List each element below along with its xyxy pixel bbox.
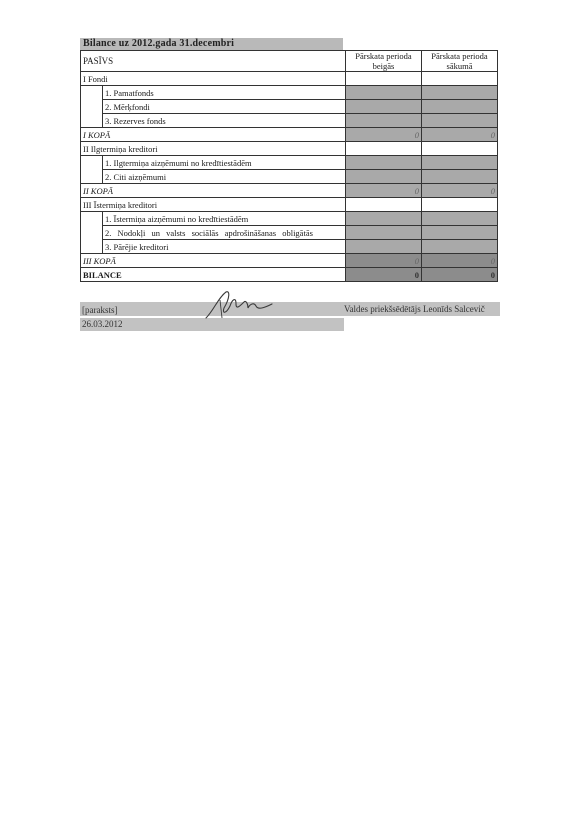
value-cell	[422, 226, 498, 240]
total-label: II KOPĀ	[81, 184, 346, 198]
item-row	[81, 86, 498, 100]
section-row-ilgtermina	[81, 142, 498, 156]
item-label: 1. Īstermiņa aizņēmumi no kredītiestādēm	[103, 212, 346, 226]
indent-cell	[81, 212, 103, 254]
total-row	[81, 254, 498, 268]
item-label: 2. Mērķfondi	[103, 100, 346, 114]
bilance-row	[81, 268, 498, 282]
value-cell	[346, 240, 422, 254]
pasivs-header: PASĪVS	[81, 51, 346, 72]
value-cell	[346, 226, 422, 240]
section-row-fondi	[81, 72, 498, 86]
handwritten-signature	[200, 288, 280, 322]
sheet-title: Bilance uz 2012.gada 31.decembri	[80, 38, 343, 50]
total-end: 0	[346, 184, 422, 198]
bilance-label: BILANCE	[81, 268, 346, 282]
item-label: 1. Pamatfonds	[103, 86, 346, 100]
section-label: III Īstermiņa kreditori	[81, 198, 346, 212]
value-cell	[346, 100, 422, 114]
item-row	[81, 100, 498, 114]
item-label: 1. Ilgtermiņa aizņēmumi no kredītiestādēm	[103, 156, 346, 170]
item-row	[81, 240, 498, 254]
section-label: II Ilgtermiņa kreditori	[81, 142, 346, 156]
item-label: 2. Citi aizņēmumi	[103, 170, 346, 184]
total-label: I KOPĀ	[81, 128, 346, 142]
item-label: 2. Nodokļi un valsts sociālās apdrošināšanas obligātās	[103, 226, 346, 240]
value-cell	[422, 170, 498, 184]
value-cell	[422, 142, 498, 156]
value-cell	[346, 198, 422, 212]
section-label: I Fondi	[81, 72, 346, 86]
value-cell	[422, 198, 498, 212]
value-cell	[422, 86, 498, 100]
item-label: 3. Rezerves fonds	[103, 114, 346, 128]
value-cell	[422, 100, 498, 114]
total-end: 0	[346, 254, 422, 268]
total-label: III KOPĀ	[81, 254, 346, 268]
bilance-end: 0	[346, 268, 422, 282]
total-end: 0	[346, 128, 422, 142]
balance-table	[80, 50, 498, 282]
total-start: 0	[422, 128, 498, 142]
value-cell	[422, 156, 498, 170]
item-row	[81, 212, 498, 226]
total-start: 0	[422, 184, 498, 198]
balance-sheet	[80, 38, 498, 282]
indent-cell	[81, 156, 103, 184]
value-cell	[346, 114, 422, 128]
section-row-istermina	[81, 198, 498, 212]
item-label: 3. Pārējie kreditori	[103, 240, 346, 254]
item-row	[81, 170, 498, 184]
value-cell	[346, 156, 422, 170]
total-start: 0	[422, 254, 498, 268]
bilance-start: 0	[422, 268, 498, 282]
signature-date: 26.03.2012	[82, 319, 123, 329]
value-cell	[422, 212, 498, 226]
signature-block	[80, 302, 500, 336]
col-start-header: Pārskata perioda sākumā	[422, 51, 498, 72]
total-row	[81, 128, 498, 142]
value-cell	[346, 86, 422, 100]
indent-cell	[81, 86, 103, 128]
value-cell	[422, 72, 498, 86]
value-cell	[346, 72, 422, 86]
signer-name: Valdes priekšsēdētājs Leonīds Salcevič	[344, 304, 485, 314]
header-row	[81, 51, 498, 72]
value-cell	[346, 170, 422, 184]
value-cell	[346, 212, 422, 226]
col-end-header: Pārskata perioda beigās	[346, 51, 422, 72]
item-row	[81, 156, 498, 170]
total-row	[81, 184, 498, 198]
item-row	[81, 114, 498, 128]
item-row	[81, 226, 498, 240]
value-cell	[346, 142, 422, 156]
value-cell	[422, 114, 498, 128]
value-cell	[422, 240, 498, 254]
signature-placeholder: [paraksts]	[82, 305, 118, 315]
